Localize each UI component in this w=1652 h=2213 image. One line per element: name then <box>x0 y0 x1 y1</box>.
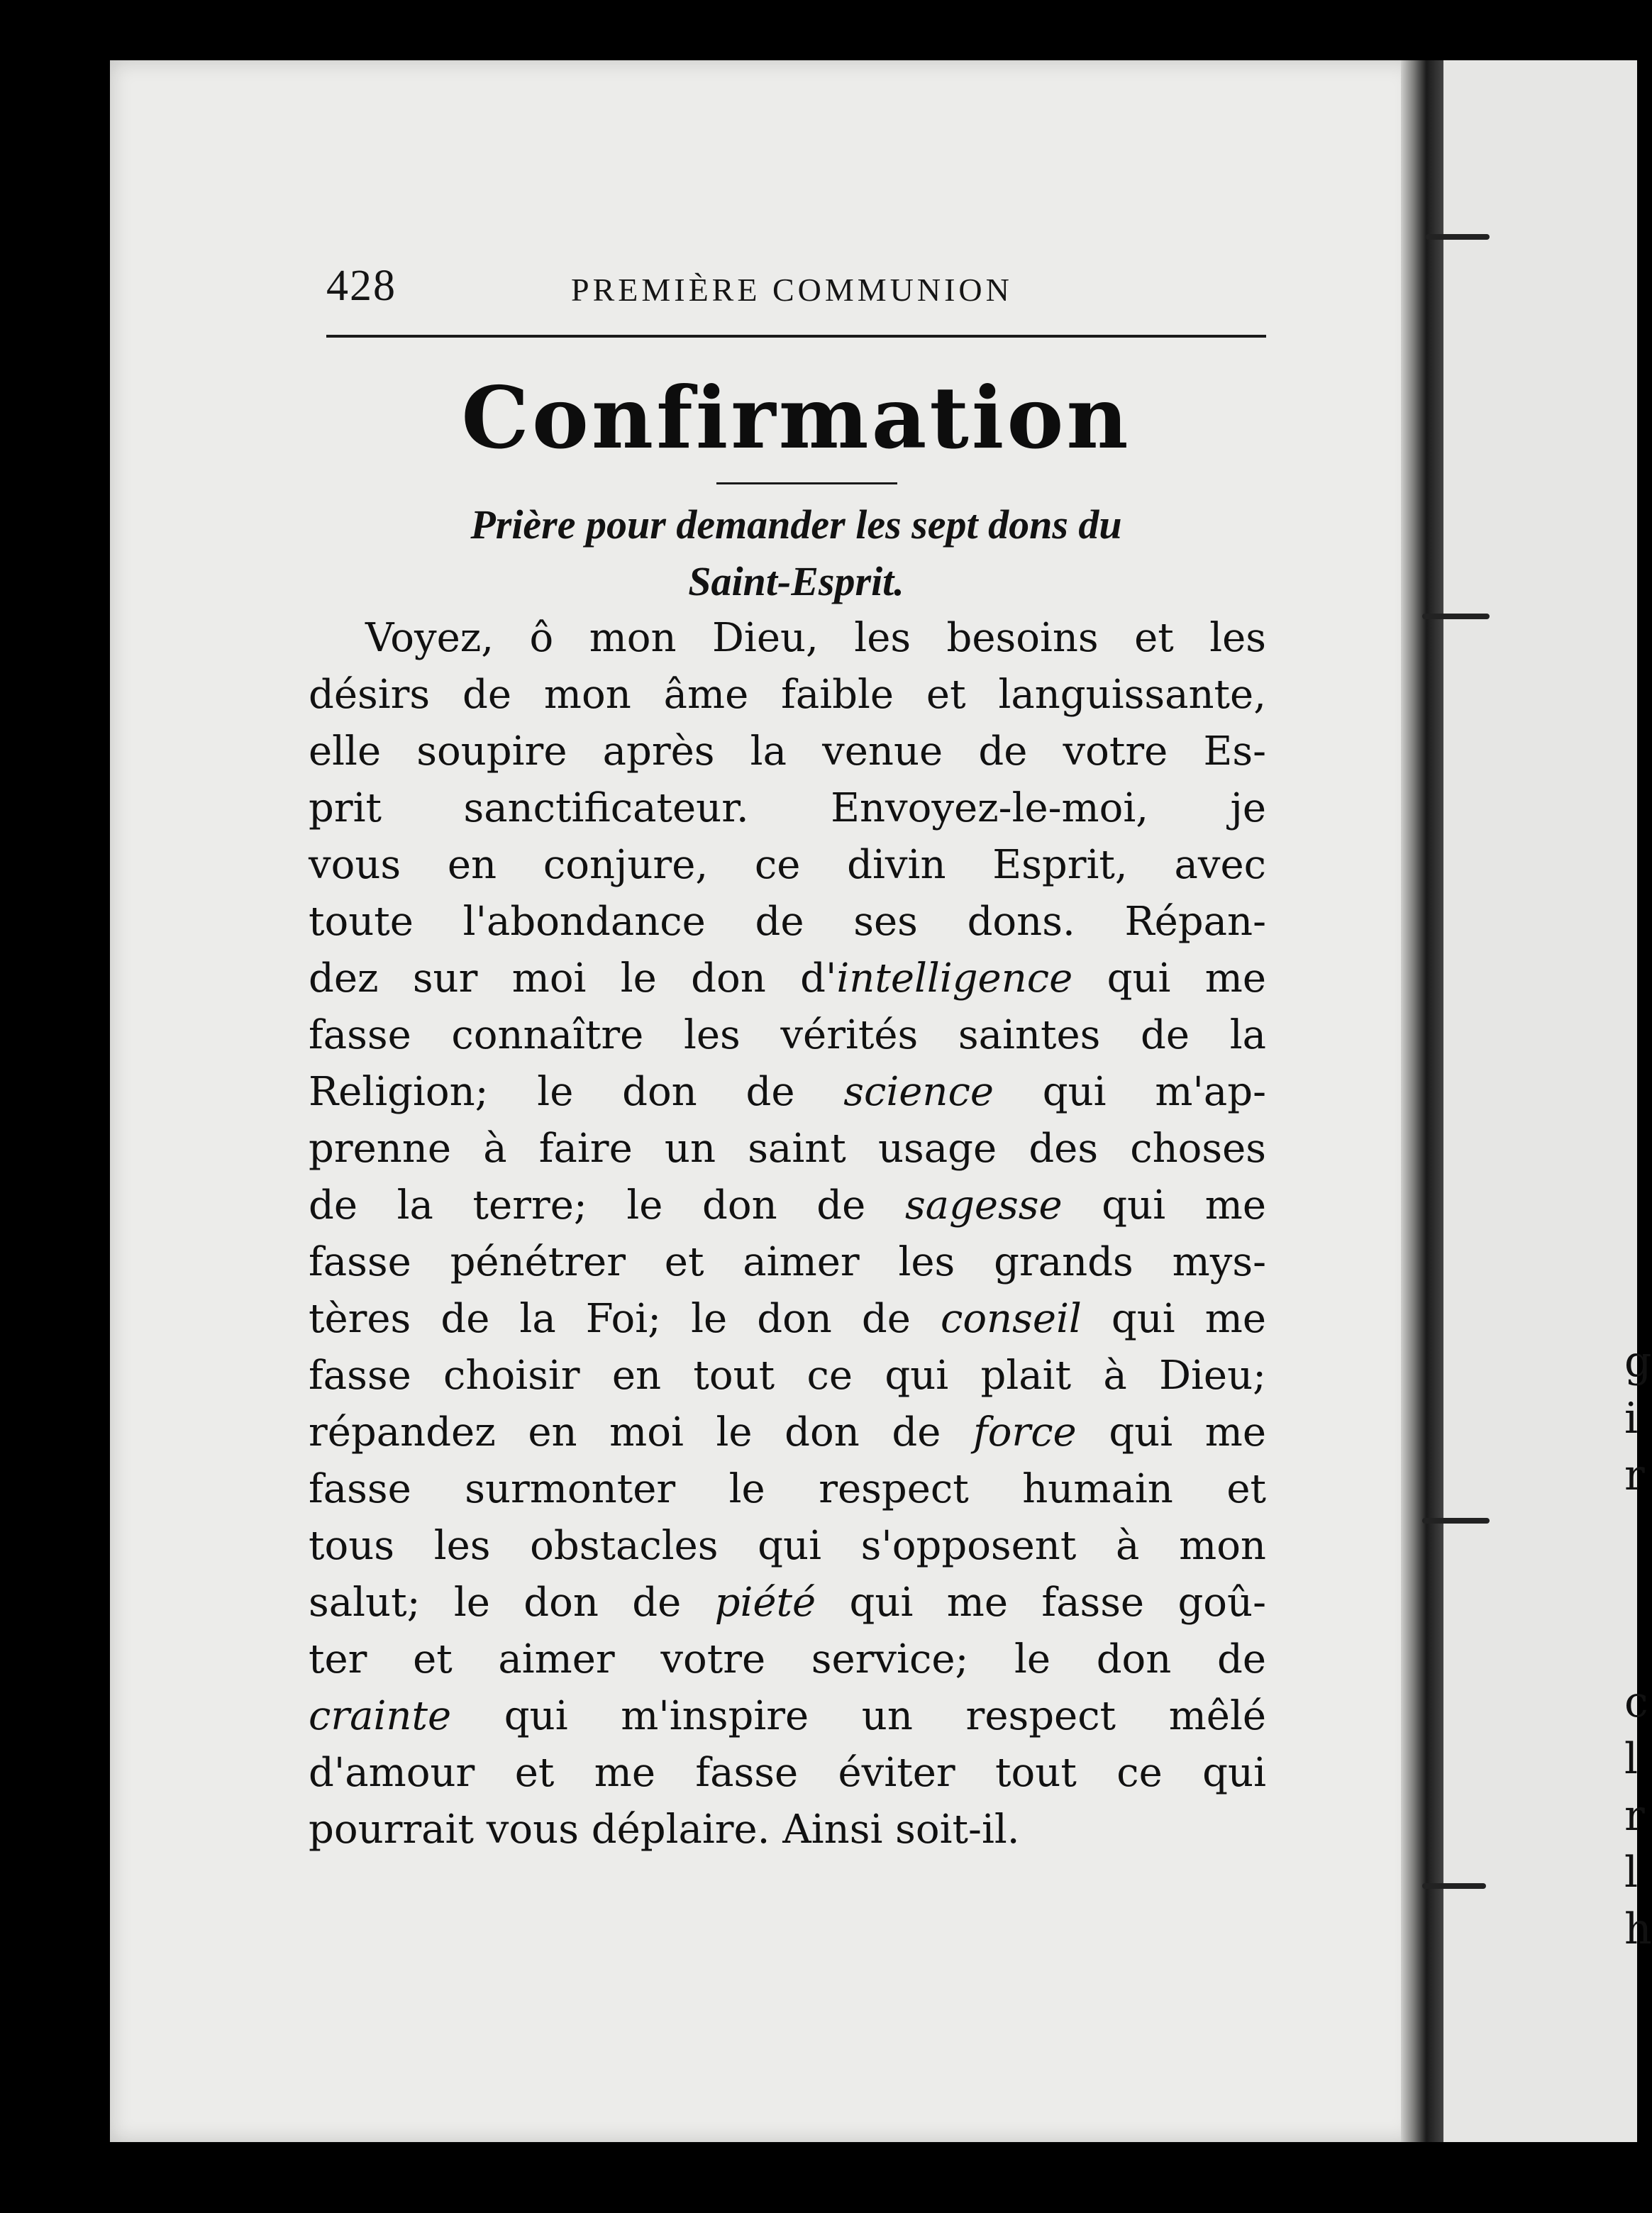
line-text: fasse pénétrer et aimer les grands mys- <box>309 1239 1266 1285</box>
body-line <box>309 1007 1266 1064</box>
line-text: qui me <box>1076 1409 1266 1455</box>
line-text: dez sur moi le don d' <box>309 955 837 1002</box>
italic-term: crainte <box>309 1693 452 1739</box>
line-text: d'amour et me fasse éviter tout ce qui <box>309 1750 1266 1796</box>
body-line <box>309 1064 1266 1121</box>
italic-term: intelligence <box>836 955 1073 1002</box>
line-text: répandez en moi le don de <box>309 1409 973 1455</box>
binding-stitch <box>1422 614 1490 619</box>
body-line <box>309 837 1266 894</box>
subtitle-line: Prière pour demander les sept dons du <box>470 501 1122 548</box>
body-line <box>309 1234 1266 1291</box>
next-page-letter: c <box>1624 1677 1648 1727</box>
next-page-fragment <box>1624 1333 1652 1958</box>
subtitle-line: Saint-Esprit. <box>688 558 904 604</box>
line-text: fasse choisir en tout ce qui plait à Dieu; <box>309 1353 1266 1399</box>
body-line <box>309 1461 1266 1518</box>
next-page-letter <box>1624 1617 1639 1674</box>
line-text: ter et aimer votre service; le don de <box>309 1636 1266 1682</box>
line-text: prit sanctificateur. Envoyez-le-moi, je <box>309 785 1266 831</box>
prayer-body <box>309 610 1266 1858</box>
body-line <box>309 1348 1266 1404</box>
line-text: tères de la Foi; le don de <box>309 1296 941 1342</box>
line-text: qui me <box>1072 955 1267 1002</box>
page-number: 428 <box>326 262 397 310</box>
body-line <box>309 894 1266 950</box>
line-text: qui me <box>1081 1296 1267 1342</box>
next-page-letter: l <box>1624 1734 1639 1784</box>
line-text: pourrait vous déplaire. Ainsi soit-il. <box>309 1807 1020 1853</box>
line-text: fasse connaître les vérités saintes de la <box>309 1012 1266 1058</box>
line-text: qui m'inspire un respect mêlé <box>451 1693 1266 1739</box>
section-subtitle <box>326 497 1266 610</box>
binding-stitch <box>1422 1883 1486 1889</box>
line-text: de la terre; le don de <box>309 1182 905 1228</box>
line-text: Voyez, ô mon Dieu, les besoins et les <box>365 615 1266 661</box>
italic-term: conseil <box>940 1296 1082 1342</box>
body-line <box>309 1121 1266 1177</box>
header-rule <box>326 335 1266 338</box>
next-page-letter: g <box>1624 1337 1652 1387</box>
binding-stitch <box>1426 234 1490 240</box>
book-page-right-edge <box>1443 60 1652 2142</box>
next-page-letter: h <box>1624 1904 1652 1954</box>
running-title: PREMIÈRE COMMUNION <box>571 272 1013 308</box>
next-page-letter: l <box>1624 1848 1639 1897</box>
section-title: Confirmation <box>461 368 1131 468</box>
body-line <box>309 1802 1266 1858</box>
title-rule <box>716 482 897 484</box>
next-page-letter: i <box>1624 1394 1639 1443</box>
body-line <box>309 1404 1266 1461</box>
italic-term: force <box>972 1409 1077 1455</box>
line-text: elle soupire après la venue de votre Es- <box>309 728 1266 775</box>
body-line <box>309 1518 1266 1575</box>
italic-term: science <box>843 1069 994 1115</box>
line-text: fasse surmonter le respect humain et <box>309 1466 1266 1512</box>
line-text: vous en conjure, ce divin Esprit, avec <box>309 842 1266 888</box>
body-line <box>309 950 1266 1007</box>
next-page-letter: r <box>1624 1451 1645 1500</box>
body-line <box>309 1177 1266 1234</box>
line-text: qui m'ap- <box>994 1069 1267 1115</box>
body-line <box>309 1688 1266 1745</box>
next-page-letter <box>1624 1560 1639 1617</box>
binding-stitch <box>1422 1518 1490 1524</box>
line-text: tous les obstacles qui s'opposent à mon <box>309 1523 1266 1569</box>
body-line <box>309 780 1266 837</box>
line-text: qui me fasse goû- <box>816 1580 1266 1626</box>
next-page-letter <box>1624 1504 1639 1560</box>
body-line <box>309 1291 1266 1348</box>
running-header <box>326 261 1266 318</box>
italic-term: sagesse <box>904 1182 1063 1228</box>
line-text: toute l'abondance de ses dons. Répan- <box>309 899 1266 945</box>
body-line <box>309 610 1266 667</box>
body-line <box>309 1631 1266 1688</box>
book-gutter <box>1401 60 1443 2142</box>
line-text: qui me <box>1062 1182 1266 1228</box>
italic-term: piété <box>714 1580 816 1626</box>
next-page-letter: r <box>1624 1791 1645 1841</box>
body-line <box>309 1745 1266 1802</box>
line-text: prenne à faire un saint usage des choses <box>309 1126 1266 1172</box>
body-line <box>309 667 1266 723</box>
line-text: Religion; le don de <box>309 1069 844 1115</box>
body-line <box>309 723 1266 780</box>
line-text: salut; le don de <box>309 1580 715 1626</box>
body-line <box>309 1575 1266 1631</box>
line-text: désirs de mon âme faible et languissante, <box>309 672 1266 718</box>
